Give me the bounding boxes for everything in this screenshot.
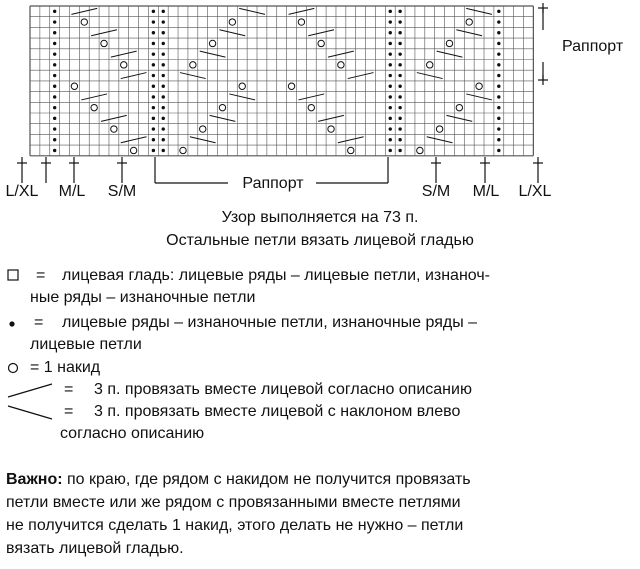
- legend-eq: =: [64, 403, 74, 420]
- purl-dot: [162, 106, 165, 109]
- purl-dot: [162, 31, 165, 34]
- purl-dot: [53, 74, 56, 77]
- purl-dot: [152, 138, 155, 141]
- legend-text-line2: согласно описанию: [60, 425, 205, 442]
- important-text-1: по краю, где рядом с накидом не получится провязать: [67, 471, 471, 488]
- important-label: Важно:: [6, 471, 63, 488]
- legend-text-line1: лицевые ряды – изнаночные петли, изнаночные ряды –: [62, 314, 478, 331]
- purl-dot: [162, 149, 165, 152]
- yarn-over: [288, 83, 294, 89]
- repeat-label-right: Раппорт: [562, 38, 624, 55]
- legend-row-yarnover: [6, 358, 636, 380]
- decrease-right: [71, 8, 97, 14]
- important-line-3: не получится сделать 1 накид, этого делать не нужно – петли: [6, 517, 464, 534]
- purl-dot: [398, 95, 401, 98]
- yarn-over: [446, 40, 452, 46]
- purl-dot: [162, 138, 165, 141]
- purl-dot: [389, 106, 392, 109]
- purl-dot: [389, 10, 392, 13]
- purl-dot: [389, 52, 392, 55]
- purl-dot: [162, 10, 165, 13]
- purl-dot: [152, 127, 155, 130]
- yarn-over: [466, 19, 472, 25]
- decrease-left: [239, 8, 265, 14]
- purl-dot: [389, 42, 392, 45]
- chart-grid: [30, 6, 533, 156]
- purl-dot: [398, 74, 401, 77]
- purl-dot: [497, 149, 500, 152]
- decrease-right: [121, 137, 147, 143]
- purl-dot: [162, 52, 165, 55]
- legend-text-line1: 3 п. провязать вместе лицевой согласно описанию: [94, 381, 472, 398]
- knitting-chart: [0, 0, 640, 210]
- purl-dot: [152, 10, 155, 13]
- yarn-over: [91, 104, 97, 110]
- size-label-right-3: L/XL: [518, 183, 552, 200]
- decrease-right: [81, 94, 107, 100]
- purl-dot: [53, 117, 56, 120]
- decrease-left: [210, 115, 236, 121]
- yarn-over: [81, 19, 87, 25]
- size-label-left-2: M/L: [58, 183, 86, 200]
- purl-dot: [53, 106, 56, 109]
- purl-dot: [398, 10, 401, 13]
- important-line-1: [6, 470, 471, 490]
- purl-dot: [497, 20, 500, 23]
- purl-dot: [497, 85, 500, 88]
- decrease-left: [466, 8, 492, 14]
- purl-dot: [152, 31, 155, 34]
- decrease-left: [466, 94, 492, 100]
- size-label-right-1: S/M: [421, 183, 451, 200]
- yarn-over: [209, 40, 215, 46]
- decrease-right: [308, 30, 334, 36]
- purl-dot: [162, 85, 165, 88]
- decrease-right: [111, 51, 137, 57]
- purl-dot: [389, 149, 392, 152]
- purl-dot: [152, 95, 155, 98]
- legend-eq: =: [64, 381, 74, 398]
- square-icon: [6, 266, 22, 286]
- purl-dot: [53, 42, 56, 45]
- legend-eq: = 1 накид: [30, 359, 101, 376]
- size-label-left-3: S/M: [107, 183, 137, 200]
- purl-dot: [152, 149, 155, 152]
- purl-dot: [497, 138, 500, 141]
- yarn-over: [436, 126, 442, 132]
- purl-dot: [398, 31, 401, 34]
- circle-icon: [6, 358, 22, 378]
- purl-dot: [497, 74, 500, 77]
- decrease-right: [318, 115, 344, 121]
- decrease-right: [348, 73, 374, 79]
- legend-text-line1: 3 п. провязать вместе лицевой с наклоном влево: [94, 403, 461, 420]
- important-line-4: вязать лицевой гладью.: [6, 540, 184, 557]
- purl-dot: [152, 117, 155, 120]
- purl-dot: [152, 42, 155, 45]
- purl-dot: [389, 95, 392, 98]
- slash-right-icon: [6, 380, 56, 400]
- purl-dot: [389, 138, 392, 141]
- purl-dot: [53, 31, 56, 34]
- yarn-over: [130, 147, 136, 153]
- slash-left-icon: [6, 402, 56, 422]
- decrease-left: [456, 30, 482, 36]
- decrease-right: [91, 30, 117, 36]
- purl-dot: [398, 106, 401, 109]
- purl-dot: [398, 20, 401, 23]
- important-line-2: петли вместе или же рядом с провязанными вместе петлями: [6, 494, 461, 511]
- purl-dot: [389, 85, 392, 88]
- yarn-over: [200, 126, 206, 132]
- repeat-label-bottom: Раппорт: [242, 175, 304, 192]
- purl-dot: [152, 74, 155, 77]
- yarn-over: [318, 40, 324, 46]
- purl-dot: [398, 138, 401, 141]
- purl-dot: [53, 138, 56, 141]
- purl-dot: [389, 63, 392, 66]
- purl-dot: [398, 149, 401, 152]
- purl-dot: [398, 63, 401, 66]
- yarn-over: [476, 83, 482, 89]
- yarn-over: [71, 83, 77, 89]
- purl-dot: [497, 52, 500, 55]
- purl-dot: [53, 95, 56, 98]
- purl-dot: [162, 117, 165, 120]
- purl-dot: [389, 20, 392, 23]
- legend-row-knit: [6, 266, 636, 310]
- yarn-over: [101, 40, 107, 46]
- purl-dot: [497, 63, 500, 66]
- purl-dot: [53, 127, 56, 130]
- purl-dot: [398, 127, 401, 130]
- yarn-over: [417, 147, 423, 153]
- yarn-over: [338, 62, 344, 68]
- purl-dot: [497, 106, 500, 109]
- decrease-left: [427, 137, 453, 143]
- purl-dot: [152, 85, 155, 88]
- decrease-right: [298, 94, 324, 100]
- purl-dot: [389, 74, 392, 77]
- yarn-over: [456, 104, 462, 110]
- purl-dot: [389, 117, 392, 120]
- decrease-right: [289, 8, 315, 14]
- purl-dot: [398, 52, 401, 55]
- decrease-left: [417, 73, 443, 79]
- decrease-left: [200, 51, 226, 57]
- legend-row-k3tog: [6, 380, 636, 402]
- yarn-over: [328, 126, 334, 132]
- legend-text-line1: лицевая гладь: лицевые ряды – лицевые петли, изнаноч-: [62, 267, 490, 284]
- purl-dot: [152, 63, 155, 66]
- decrease-left: [229, 94, 255, 100]
- purl-dot: [497, 95, 500, 98]
- decrease-left: [437, 51, 463, 57]
- legend-text-line2: ные ряды – изнаночные петли: [30, 289, 256, 306]
- decrease-left: [180, 73, 206, 79]
- purl-dot: [53, 10, 56, 13]
- purl-dot: [497, 42, 500, 45]
- purl-dot: [53, 63, 56, 66]
- size-label-left-1: L/XL: [5, 183, 39, 200]
- legend-eq: =: [34, 314, 44, 331]
- size-label-right-2: M/L: [472, 183, 500, 200]
- decrease-right: [121, 73, 147, 79]
- yarn-over: [219, 104, 225, 110]
- purl-dot: [162, 42, 165, 45]
- purl-dot: [162, 63, 165, 66]
- purl-dot: [152, 20, 155, 23]
- legend-row-purl: [6, 313, 636, 357]
- decrease-left: [219, 30, 245, 36]
- yarn-over: [190, 62, 196, 68]
- purl-dot: [497, 117, 500, 120]
- yarn-over: [229, 19, 235, 25]
- purl-dot: [162, 95, 165, 98]
- chart-note-2: Остальные петли вязать лицевой гладью: [166, 232, 474, 249]
- purl-dot: [53, 85, 56, 88]
- legend-text-line2: лицевые петли: [30, 336, 142, 353]
- yarn-over: [308, 104, 314, 110]
- yarn-over: [111, 126, 117, 132]
- yarn-over: [239, 83, 245, 89]
- purl-dot: [152, 52, 155, 55]
- purl-dot: [152, 106, 155, 109]
- decrease-right: [338, 137, 364, 143]
- decrease-left: [190, 137, 216, 143]
- yarn-over: [348, 147, 354, 153]
- purl-dot: [162, 74, 165, 77]
- yarn-over: [298, 19, 304, 25]
- decrease-right: [328, 51, 354, 57]
- legend-eq: =: [36, 267, 46, 284]
- purl-dot: [53, 149, 56, 152]
- decrease-right: [101, 115, 127, 121]
- purl-dot: [389, 127, 392, 130]
- purl-dot: [398, 85, 401, 88]
- yarn-over: [121, 62, 127, 68]
- legend-row-sk2p: [6, 402, 636, 446]
- purl-dot: [398, 117, 401, 120]
- purl-dot: [53, 52, 56, 55]
- purl-dot: [162, 20, 165, 23]
- purl-dot: [497, 10, 500, 13]
- purl-dot: [497, 127, 500, 130]
- yarn-over: [180, 147, 186, 153]
- dot-icon: [6, 313, 22, 333]
- purl-dot: [398, 42, 401, 45]
- decrease-left: [446, 115, 472, 121]
- purl-dot: [389, 31, 392, 34]
- purl-dot: [162, 127, 165, 130]
- chart-note-1: Узор выполняется на 73 п.: [221, 209, 419, 226]
- yarn-over: [427, 62, 433, 68]
- purl-dot: [497, 31, 500, 34]
- purl-dot: [53, 20, 56, 23]
